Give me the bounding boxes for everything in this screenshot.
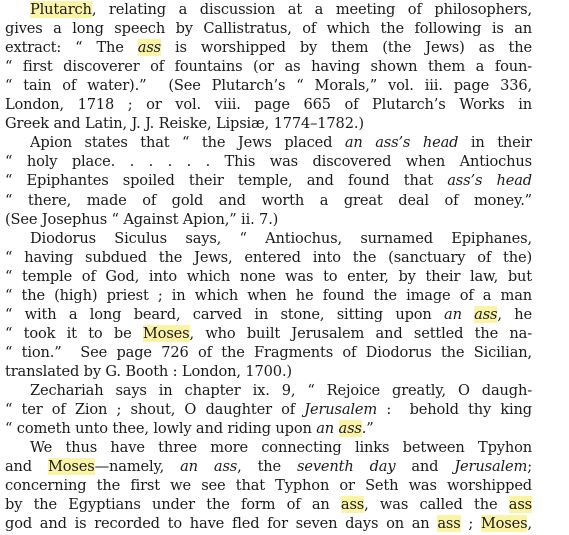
text-segment: “ tain of water).” (See Plutarch’s “ Morals,” vol. iii. page 336, — [5, 77, 532, 95]
text-segment: “ holy place. . . . . . This was discovered when Antiochus — [5, 153, 532, 171]
text-segment: and — [395, 458, 455, 476]
text-line — [5, 95, 532, 115]
text-segment: “ ter of Zion ; shout, O daughter of — [5, 401, 305, 419]
highlighted-term: ass — [474, 305, 498, 323]
text-segment: “ cometh unto thee, lowly and riding upon — [5, 420, 317, 438]
text-line — [5, 343, 532, 363]
text-segment: god and is recorded to have fled for seven days on an — [5, 515, 438, 533]
text-segment: extract: “ The — [5, 39, 138, 57]
text-segment: an — [444, 305, 475, 323]
text-segment: an — [316, 420, 339, 438]
highlighted-term: ass — [508, 496, 532, 514]
text-line — [5, 495, 532, 515]
text-line — [5, 248, 532, 268]
text-segment: Greek and Latin, J. J. Reiske, Lipsiæ, 1774–1782.) — [5, 115, 364, 133]
highlighted-term: ass — [338, 420, 362, 438]
text-line — [5, 38, 532, 58]
text-segment: , relating a discussion at a meeting of philosophers, — [91, 1, 532, 18]
text-line — [5, 514, 532, 534]
text-line — [5, 57, 532, 77]
text-segment: by the Egyptians under the form of an — [5, 496, 341, 514]
text-line — [5, 19, 532, 39]
text-line — [5, 76, 532, 96]
text-line — [30, 133, 532, 153]
text-segment: “ first discoverer of fountains (or as having shown them a foun- — [5, 58, 532, 76]
text-line — [30, 0, 532, 20]
text-segment: ass’s head — [447, 172, 533, 190]
highlighted-term: ass — [437, 515, 461, 533]
highlighted-term: ass — [340, 496, 365, 514]
text-segment: Jerusalem — [454, 458, 528, 476]
text-segment: “ tion.” See page 726 of the Fragments of Diodorus the Sicilian, — [5, 343, 532, 361]
text-segment: , was called the — [364, 496, 509, 514]
text-segment: .” — [361, 420, 374, 438]
text-segment: gives a long speech by Callistratus, of which the following is an — [5, 20, 532, 38]
highlighted-term: Moses — [47, 458, 95, 476]
text-line — [5, 152, 532, 172]
text-segment: , — [527, 515, 532, 533]
text-line — [5, 476, 532, 496]
text-line — [5, 400, 532, 420]
text-segment: Jerusalem — [304, 401, 378, 419]
text-segment: —namely, — [94, 458, 181, 476]
text-segment: in their — [458, 134, 532, 152]
text-segment: is worshipped by them (the Jews) as the — [161, 39, 532, 57]
text-segment: London, 1718 ; or vol. viii. page 665 of Plutarch’s Works in — [5, 96, 532, 114]
text-line — [30, 229, 532, 249]
text-segment: an ass’s head — [344, 134, 459, 152]
text-line — [5, 286, 532, 306]
text-segment: “ took it to be — [5, 324, 143, 342]
text-line — [5, 267, 532, 287]
text-segment: concerning the first we see that Typhon or Seth was worshipped — [5, 477, 532, 495]
text-segment: , he — [497, 305, 532, 323]
text-line — [30, 381, 532, 401]
text-segment: “ the (high) priest ; in which when he found the image of a man — [5, 286, 532, 304]
text-segment: ; — [527, 458, 532, 476]
highlighted-term: ass — [137, 39, 162, 57]
text-line — [5, 457, 532, 477]
highlighted-term: Plutarch — [30, 1, 92, 18]
highlighted-term: Moses — [480, 515, 528, 533]
text-segment: , who built Jerusalem and settled the na- — [189, 324, 532, 342]
text-line — [30, 438, 532, 458]
text-line — [5, 191, 532, 211]
text-segment: ; — [460, 515, 481, 533]
text-line — [5, 171, 532, 191]
text-segment: We thus have three more connecting links between Tpyhon — [30, 439, 532, 457]
text-line — [5, 114, 532, 134]
text-segment: “ there, made of gold and worth a great deal of money.” — [5, 191, 532, 209]
text-line — [5, 362, 532, 382]
text-segment: translated by G. Booth : London, 1700.) — [5, 362, 292, 380]
text-segment: : behold thy king — [377, 401, 533, 419]
text-segment: Apion states that “ the Jews placed — [30, 134, 345, 152]
text-segment: Diodorus Siculus says, “ Antiochus, surnamed Epiphanes, — [30, 229, 532, 247]
text-segment: “ Epiphantes spoiled their temple, and found that — [5, 172, 448, 190]
text-segment: , the — [237, 458, 297, 476]
text-segment: “ with a long beard, carved in stone, sitting upon — [5, 305, 445, 323]
text-line — [5, 305, 532, 325]
text-segment: Zechariah says in chapter ix. 9, “ Rejoice greatly, O daugh- — [30, 382, 532, 399]
text-segment: “ temple of God, into which none was to enter, by their law, but — [5, 267, 532, 285]
text-line — [5, 419, 532, 439]
text-segment: an ass — [180, 458, 238, 476]
text-line — [5, 210, 532, 230]
highlighted-term: Moses — [142, 324, 190, 342]
text-segment: seventh day — [297, 458, 396, 476]
text-segment: “ having subdued the Jews, entered into the (sanctuary of the) — [5, 248, 532, 266]
text-segment: and — [5, 458, 48, 476]
text-line — [5, 324, 532, 344]
text-segment: (See Josephus “ Against Apion,” ii. 7.) — [5, 210, 279, 228]
